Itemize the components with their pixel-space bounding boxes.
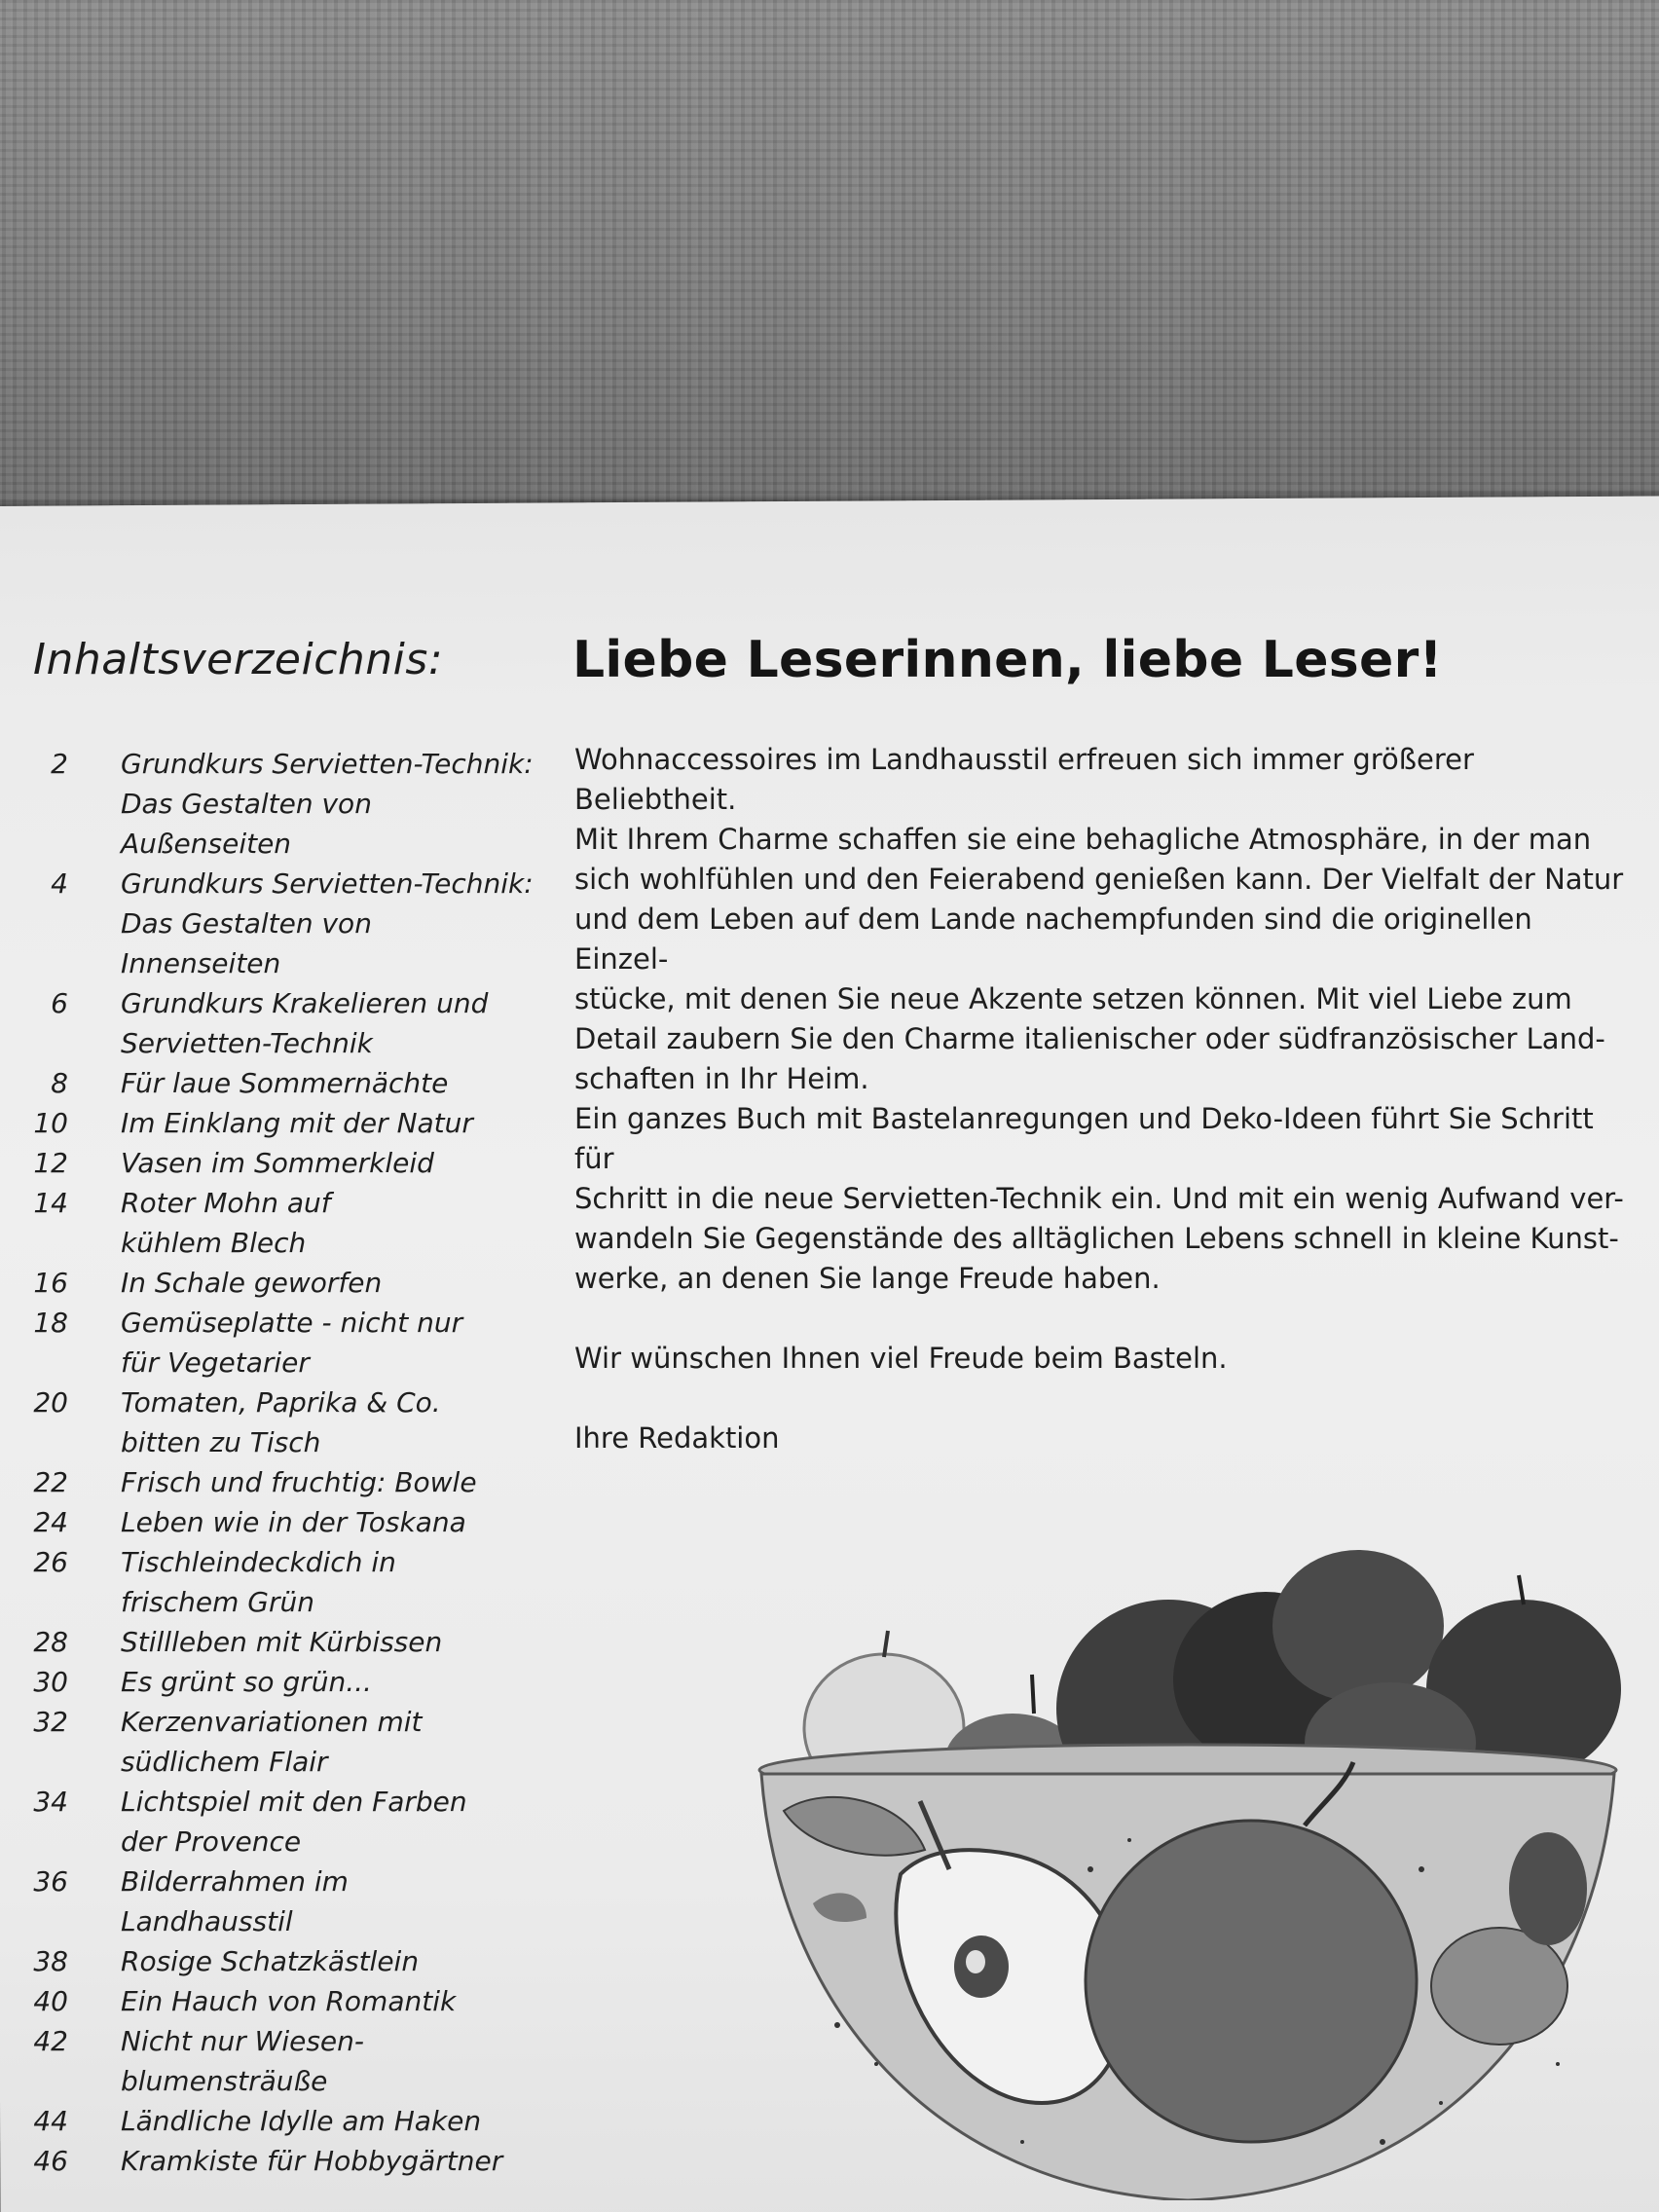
toc-entry: [29, 1862, 535, 1941]
toc-entry-title: Grundkurs Servietten-Technik: Das Gestalten von Außenseiten: [121, 748, 534, 860]
toc-entry-title: In Schale geworfen: [121, 1267, 383, 1299]
toc-entry-title: Nicht nur Wiesen- blumensträuße: [121, 2025, 365, 2097]
wood-background: [0, 0, 1659, 526]
toc-entry: [29, 2021, 535, 2101]
toc-page-number: 32: [33, 1706, 68, 1738]
toc-entry: [29, 1622, 535, 1662]
toc-entry: [29, 983, 535, 1063]
toc-page-number: 22: [33, 1466, 68, 1498]
toc-page-number: 30: [33, 1666, 68, 1698]
letter-heading: Liebe Leserinnen, liebe Leser!: [572, 631, 1443, 689]
toc-entry-title: Roter Mohn auf kühlem Blech: [121, 1187, 331, 1259]
toc-entry: [29, 1143, 535, 1183]
toc-page-number: 44: [33, 2105, 68, 2137]
apple-bowl-illustration: [720, 1519, 1636, 2200]
toc-list: [29, 744, 535, 2181]
toc-entry: [29, 1782, 535, 1862]
toc-page-number: 24: [33, 1506, 68, 1538]
toc-entry-title: Für laue Sommernächte: [121, 1067, 449, 1099]
toc-page-number: 42: [33, 2025, 68, 2057]
toc-page-number: 46: [33, 2145, 68, 2177]
toc-page-number: 4: [51, 867, 68, 900]
toc-entry: [29, 1702, 535, 1782]
toc-page-number: 28: [33, 1626, 68, 1658]
toc-page-number: 14: [33, 1187, 68, 1219]
toc-entry: [29, 744, 535, 864]
toc-entry-title: Es grünt so grün...: [121, 1666, 372, 1698]
toc-entry-title: Frisch und fruchtig: Bowle: [121, 1466, 477, 1498]
toc-entry-title: Im Einklang mit der Natur: [121, 1107, 473, 1139]
toc-page-number: 16: [33, 1267, 68, 1299]
toc-entry: [29, 1063, 535, 1103]
toc-page-number: 18: [33, 1307, 68, 1339]
letter-paragraph-2: Wir wünschen Ihnen viel Freude beim Basteln.: [574, 1342, 1228, 1375]
toc-entry-title: Bilderrahmen im Landhausstil: [121, 1865, 349, 1937]
toc-page-number: 38: [33, 1945, 68, 1977]
toc-entry: [29, 1462, 535, 1502]
toc-entry: [29, 2101, 535, 2141]
toc-page-number: 40: [33, 1985, 68, 2017]
toc-page-number: 26: [33, 1546, 68, 1578]
letter-body: [574, 740, 1626, 1458]
toc-entry-title: Ein Hauch von Romantik: [121, 1985, 457, 2017]
toc-entry-title: Rosige Schatzkästlein: [121, 1945, 420, 1977]
toc-entry: [29, 1303, 535, 1382]
toc-entry: [29, 1941, 535, 1981]
toc-page-number: 34: [33, 1786, 68, 1818]
toc-entry: [29, 2141, 535, 2181]
toc-page-number: 12: [33, 1147, 68, 1179]
toc-entry-title: Lichtspiel mit den Farben der Provence: [121, 1786, 467, 1858]
toc-entry-title: Ländliche Idylle am Haken: [121, 2105, 482, 2137]
toc-entry-title: Kerzenvariationen mit südlichem Flair: [121, 1706, 423, 1778]
toc-entry: [29, 1103, 535, 1143]
toc-entry-title: Grundkurs Krakelieren und Servietten-Technik: [121, 987, 489, 1059]
toc-entry-title: Grundkurs Servietten-Technik: Das Gestalten von Innenseiten: [121, 867, 534, 979]
toc-page-number: 10: [33, 1107, 68, 1139]
toc-entry: [29, 1542, 535, 1622]
toc-entry: [29, 1502, 535, 1542]
toc-entry: [29, 1263, 535, 1303]
toc-entry: [29, 864, 535, 983]
toc-page-number: 20: [33, 1386, 68, 1419]
toc-page-number: 8: [51, 1067, 68, 1099]
toc-entry-title: Kramkiste für Hobbygärtner: [121, 2145, 503, 2177]
toc-entry: [29, 1981, 535, 2021]
toc-page-number: 6: [51, 987, 68, 1019]
toc-page-number: 36: [33, 1865, 68, 1898]
letter-signature: Ihre Redaktion: [574, 1421, 780, 1455]
toc-title: Inhaltsverzeichnis:: [33, 635, 444, 684]
toc-page-number: 2: [51, 748, 68, 780]
toc-entry-title: Tomaten, Paprika & Co. bitten zu Tisch: [121, 1386, 441, 1458]
toc-entry-title: Stillleben mit Kürbissen: [121, 1626, 443, 1658]
toc-entry-title: Vasen im Sommerkleid: [121, 1147, 434, 1179]
toc-entry-title: Tischleindeckdich in frischem Grün: [121, 1546, 396, 1618]
toc-entry-title: Gemüseplatte - nicht nur für Vegetarier: [121, 1307, 463, 1379]
toc-entry: [29, 1382, 535, 1462]
letter-paragraph-1: Wohnaccessoires im Landhausstil erfreuen sich immer größerer Beliebtheit. Mit Ihrem Charme schaffen sie eine behagliche Atmosphäre, in der man sich wohlfühlen und den Feierabend genießen kann. Der Vielfalt der Natur und dem Leben auf dem Lande nachempfunden sind die originellen Einzel- stücke, mit denen Sie neue Akzente setzen können. Mit viel Liebe zum Detail zaubern Sie den Charme italienischer oder südfranzösischer Land- schaften in Ihr Heim. Ein ganzes Buch mit Bastelanregungen und Deko-Ideen führt Sie Schritt für Schritt in die neue Servietten-Technik ein. Und mit ein wenig Aufwand ver- wandeln Sie Gegenstände des alltäglichen Lebens schnell in kleine Kunst- werke, an denen Sie lange Freude haben.: [574, 743, 1624, 1295]
toc-entry: [29, 1183, 535, 1263]
toc-entry-title: Leben wie in der Toskana: [121, 1506, 466, 1538]
toc-entry: [29, 1662, 535, 1702]
